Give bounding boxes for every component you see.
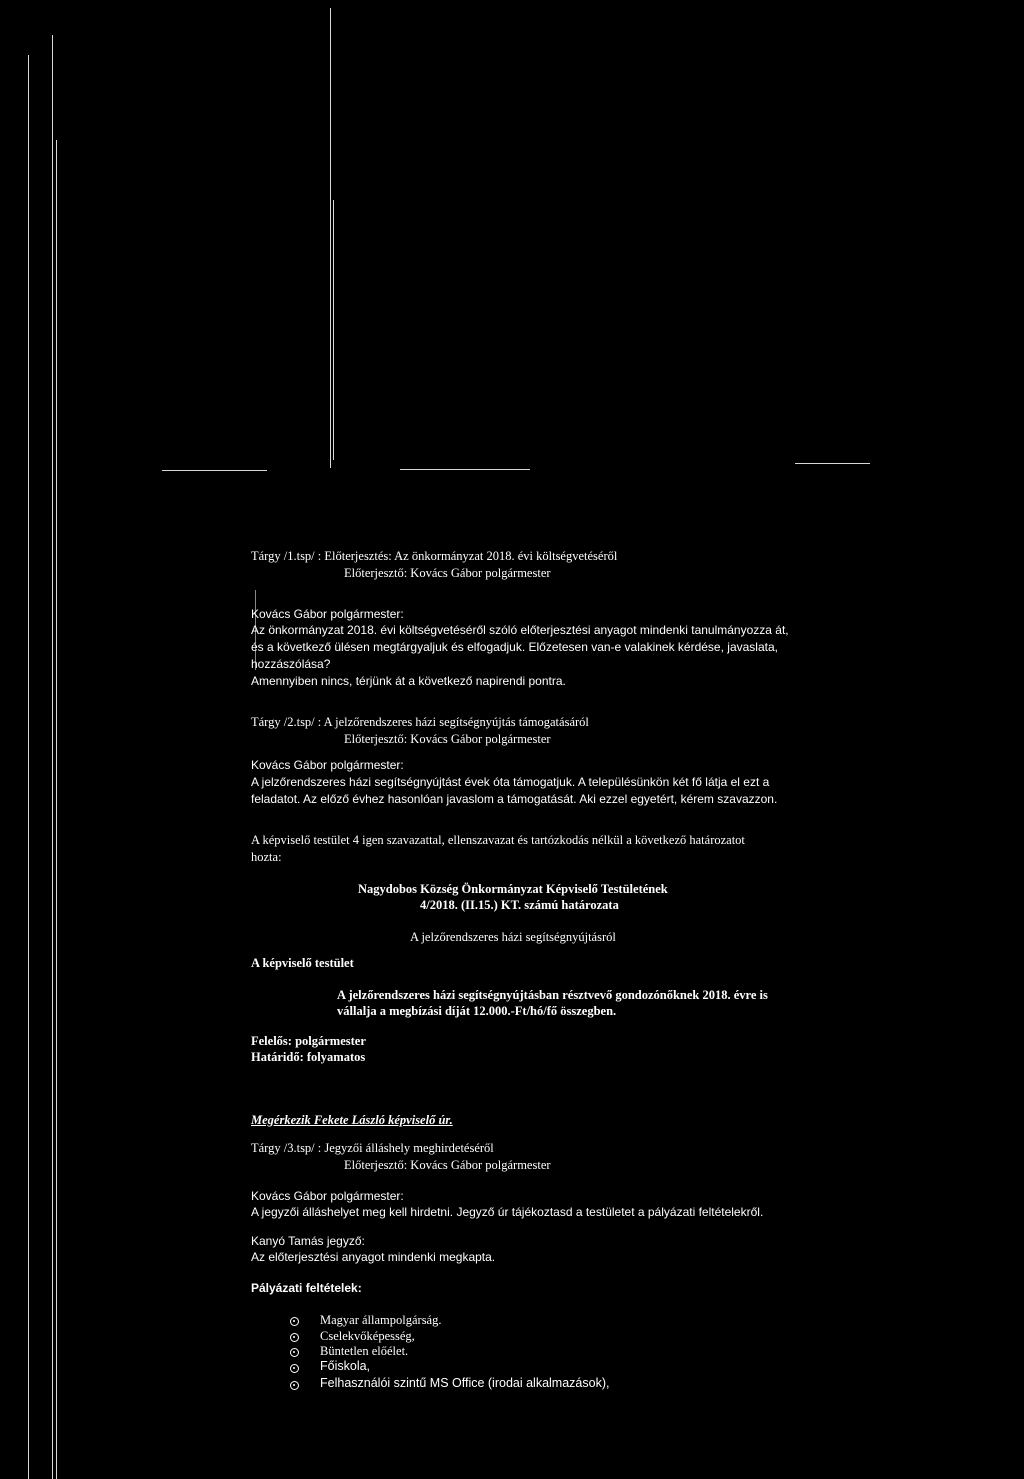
item3-line: A jegyzői álláshelyet meg kell hirdetni. Jegyző úr tájékoztasd a testületet a pályázati feltételekről. bbox=[251, 1205, 764, 1219]
condition-item: Büntetlen előélet. bbox=[320, 1344, 409, 1358]
item3-subject: Tárgy /3.tsp/ : Jegyzői álláshely meghirdetéséről bbox=[251, 1141, 494, 1155]
resolution-responsible: Felelős: polgármester bbox=[251, 1034, 366, 1048]
condition-item: Magyar állampolgárság. bbox=[320, 1313, 442, 1327]
bullet-icon bbox=[290, 1364, 299, 1373]
vote-line: A képviselő testület 4 igen szavazattal, ellenszavazat és tartózkodás nélkül a következő határozatot bbox=[251, 833, 745, 847]
resolution-body: vállalja a megbízási díját 12.000.-Ft/hó/fő összegben. bbox=[337, 1004, 617, 1018]
item3-speaker2: Kanyó Tamás jegyző: bbox=[251, 1234, 365, 1248]
item1-speaker: Kovács Gábor polgármester: bbox=[251, 607, 404, 621]
condition-item: Főiskola, bbox=[320, 1359, 371, 1373]
item1-line: Az önkormányzat 2018. évi költségvetéséről szóló előterjesztési anyagot mindenki tanulmányozza át, bbox=[251, 623, 789, 637]
item3-speaker: Kovács Gábor polgármester: bbox=[251, 1189, 404, 1203]
condition-item: Felhasználói szintű MS Office (irodai alkalmazások), bbox=[320, 1376, 610, 1390]
conditions-title: Pályázati feltételek: bbox=[251, 1281, 362, 1295]
resolution-title: Nagydobos Község Önkormányzat Képviselő Testületének bbox=[358, 882, 668, 896]
condition-item: Cselekvőképesség, bbox=[320, 1329, 415, 1343]
item2-speaker: Kovács Gábor polgármester: bbox=[251, 758, 404, 772]
item2-subject: Tárgy /2.tsp/ : A jelzőrendszeres házi segítségnyújtás támogatásáról bbox=[251, 715, 589, 729]
bullet-icon bbox=[290, 1381, 299, 1390]
arrival-note: Megérkezik Fekete László képviselő úr. bbox=[251, 1113, 453, 1127]
item1-line: Amennyiben nincs, térjünk át a következő napirendi pontra. bbox=[251, 674, 566, 688]
item2-presenter: Előterjesztő: Kovács Gábor polgármester bbox=[344, 732, 551, 746]
item3-presenter: Előterjesztő: Kovács Gábor polgármester bbox=[344, 1158, 551, 1172]
item1-line: és a következő ülésen megtárgyaljuk és elfogadjuk. Előzetesen van-e valakinek kérdése, javaslata, bbox=[251, 640, 778, 654]
bullet-icon bbox=[290, 1317, 299, 1326]
resolution-body: A jelzőrendszeres házi segítségnyújtásban résztvevő gondozónőknek 2018. évre is bbox=[337, 988, 768, 1002]
item1-line: hozzászólása? bbox=[251, 657, 331, 671]
bullet-icon bbox=[290, 1333, 299, 1342]
item1-presenter: Előterjesztő: Kovács Gábor polgármester bbox=[344, 566, 551, 580]
item2-line: feladatot. Az előző évhez hasonlóan javaslom a támogatását. Aki ezzel egyetért, kérem szavazzon. bbox=[251, 792, 778, 806]
resolution-number: 4/2018. (II.15.) KT. számú határozata bbox=[420, 898, 619, 912]
item1-subject: Tárgy /1.tsp/ : Előterjesztés: Az önkormányzat 2018. évi költségvetéséről bbox=[251, 549, 618, 563]
item3-line2: Az előterjesztési anyagot mindenki megkapta. bbox=[251, 1250, 496, 1264]
vote-line: hozta: bbox=[251, 850, 282, 864]
resolution-subject: A jelzőrendszeres házi segítségnyújtásról bbox=[410, 930, 616, 944]
resolution-deadline: Határidő: folyamatos bbox=[251, 1050, 366, 1064]
resolution-body-label: A képviselő testület bbox=[251, 956, 354, 970]
item2-line: A jelzőrendszeres házi segítségnyújtást évek óta támogatjuk. A településünkön két fő látja el ezt a bbox=[251, 775, 770, 789]
bullet-icon bbox=[290, 1348, 299, 1357]
